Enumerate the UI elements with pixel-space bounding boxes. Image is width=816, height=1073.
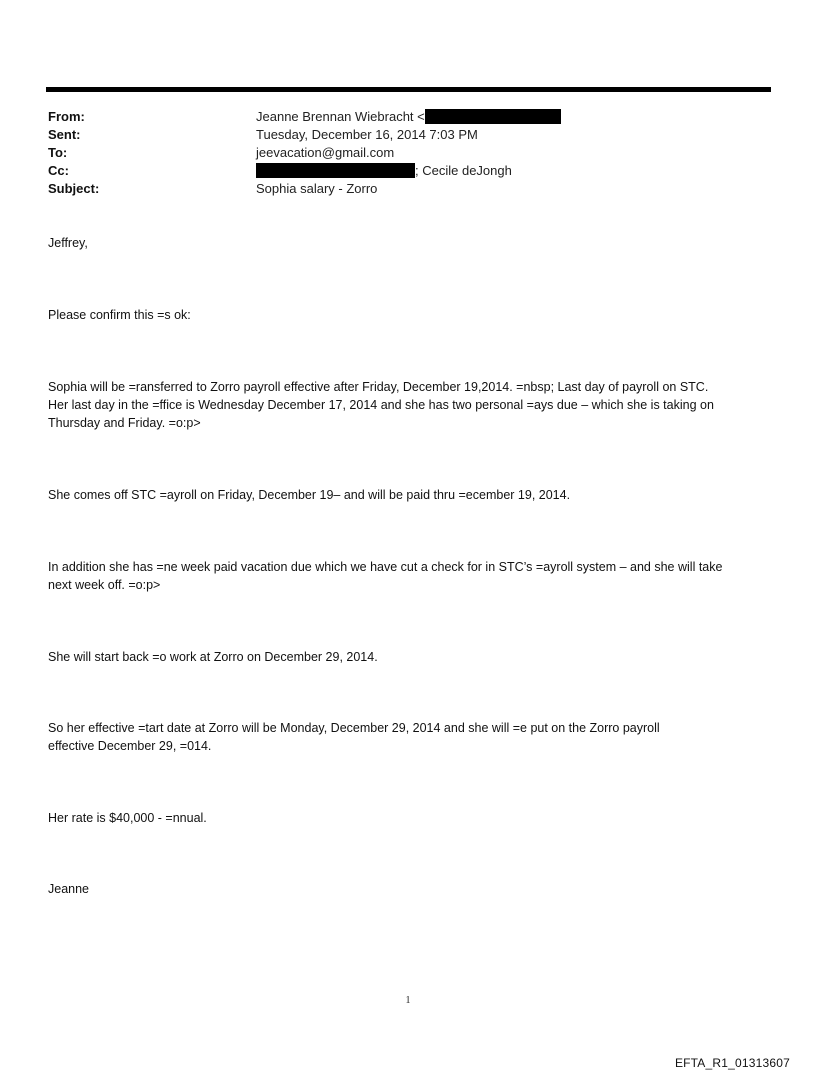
- subject-value: Sophia salary - Zorro: [256, 181, 378, 196]
- bates-number: EFTA_R1_01313607: [674, 1056, 790, 1070]
- page-number: 1: [405, 995, 411, 1006]
- paragraph-confirm: Please confirm this =s ok:: [48, 308, 191, 322]
- text-line: effective December 29, =014.: [48, 739, 212, 753]
- cc-recipient: ; Cecile deJongh: [415, 163, 512, 178]
- cc-label: Cc:: [48, 163, 69, 178]
- text-line: Thursday and Friday. =o:p>: [48, 416, 201, 430]
- from-label: From:: [48, 109, 85, 124]
- paragraph-start-back: She will start back =o work at Zorro on December 29, 2014.: [48, 650, 378, 664]
- to-value: jeevacation@gmail.com: [256, 145, 395, 160]
- subject-label: Subject:: [48, 181, 100, 196]
- text-line: In addition she has =ne week paid vacation due which we have cut a check for in STC’s =ayroll system – and she will take: [48, 560, 723, 574]
- text-line: next week off. =o:p>: [48, 578, 161, 592]
- redaction-block: [256, 163, 415, 178]
- from-value: [256, 108, 561, 126]
- greeting: Jeffrey,: [48, 236, 88, 250]
- sent-label: Sent:: [48, 127, 81, 142]
- paragraph-payroll-end: She comes off STC =ayroll on Friday, December 19– and will be paid thru =ecember 19, 2014.: [48, 488, 571, 502]
- from-sender: Jeanne Brennan Wiebracht <: [256, 109, 425, 124]
- header-rule: [46, 87, 771, 92]
- redaction-block: [425, 109, 561, 124]
- paragraph-transfer: [48, 378, 773, 432]
- signature: Jeanne: [48, 882, 90, 896]
- paragraph-effective-date: [48, 719, 773, 755]
- sent-value: Tuesday, December 16, 2014 7:03 PM: [256, 127, 478, 142]
- text-line: So her effective =tart date at Zorro will be Monday, December 29, 2014 and she will =e put on the Zorro payroll: [48, 721, 660, 735]
- paragraph-rate: Her rate is $40,000 - =nnual.: [48, 811, 207, 825]
- paragraph-vacation: [48, 558, 773, 594]
- to-label: To:: [48, 145, 68, 160]
- text-line: Sophia will be =ransferred to Zorro payroll effective after Friday, December 19,2014. =nbsp; Last day of payroll on STC.: [48, 380, 709, 394]
- text-line: Her last day in the =ffice is Wednesday December 17, 2014 and she has two personal =ays due – which she is taking on: [48, 398, 714, 412]
- cc-value: [256, 162, 512, 180]
